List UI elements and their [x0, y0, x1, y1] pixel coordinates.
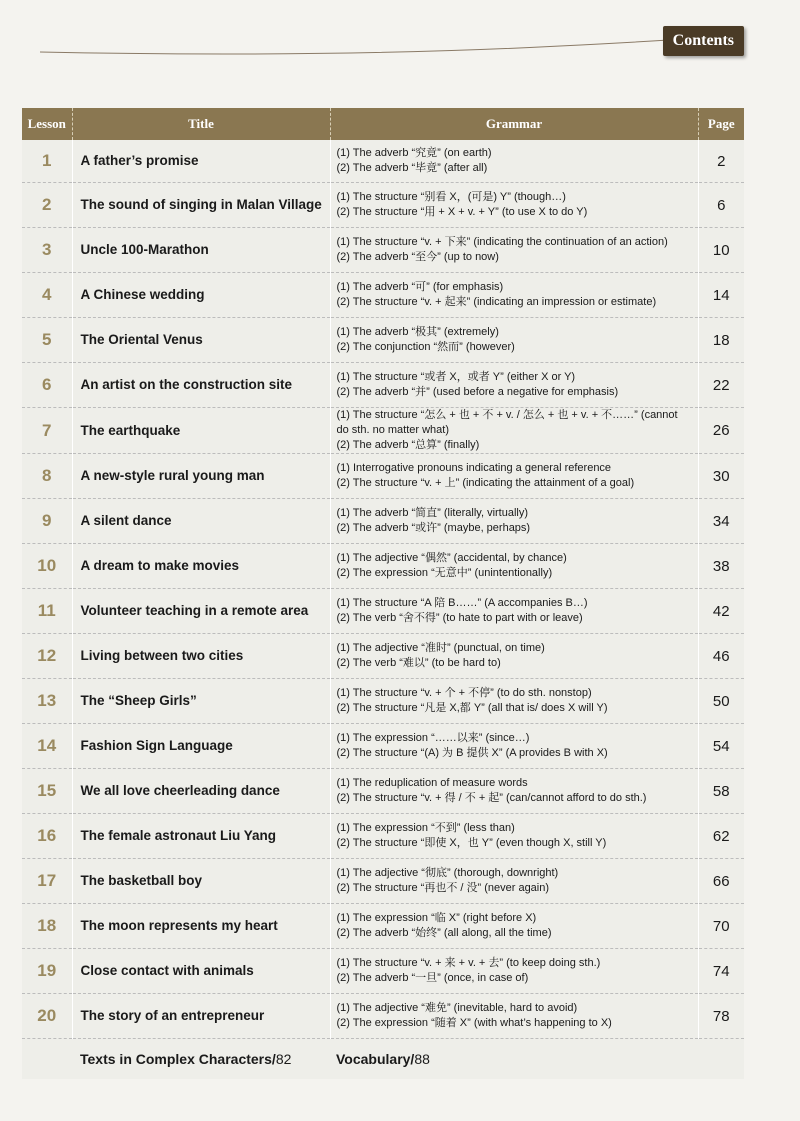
header-lesson: Lesson [22, 108, 72, 140]
lesson-title: The moon represents my heart [72, 904, 330, 949]
grammar-point: (1) The adjective “难免” (inevitable, hard to avoid) [336, 1002, 578, 1014]
lesson-grammar [330, 408, 698, 454]
lesson-title: A new-style rural young man [72, 454, 330, 499]
lesson-title: The basketball boy [72, 859, 330, 904]
lesson-grammar [330, 454, 698, 499]
lesson-page: 74 [698, 949, 744, 994]
grammar-point: (1) The adverb “究竟” (on earth) [336, 147, 492, 159]
grammar-point: (2) The structure “再也不 / 没” (never again) [336, 882, 550, 894]
lesson-page: 58 [698, 769, 744, 814]
lesson-grammar [330, 994, 698, 1039]
lesson-grammar [330, 724, 698, 769]
lesson-page: 34 [698, 499, 744, 544]
lesson-title: An artist on the construction site [72, 363, 330, 408]
lesson-number: 3 [22, 228, 72, 273]
lesson-number: 18 [22, 904, 72, 949]
table-footer-row [22, 1039, 744, 1080]
lesson-grammar [330, 363, 698, 408]
grammar-point: (1) The adverb “极其” (extremely) [336, 326, 499, 338]
lesson-page: 26 [698, 408, 744, 454]
grammar-point: (1) The structure “A 陪 B……” (A accompanies B…) [336, 597, 588, 609]
table-row[interactable] [22, 499, 744, 544]
lesson-page: 14 [698, 273, 744, 318]
grammar-point: (2) The adverb “毕竟” (after all) [336, 162, 488, 174]
lesson-number: 13 [22, 679, 72, 724]
header-title: Title [72, 108, 330, 140]
lesson-grammar [330, 769, 698, 814]
grammar-point: (1) The expression “不到” (less than) [336, 822, 515, 834]
lesson-grammar [330, 183, 698, 228]
grammar-point: (2) The structure “v. + 上” (indicating the attainment of a goal) [336, 477, 635, 489]
table-row[interactable] [22, 949, 744, 994]
header-grammar: Grammar [330, 108, 698, 140]
table-row[interactable] [22, 679, 744, 724]
lesson-page: 38 [698, 544, 744, 589]
contents-tab [663, 26, 744, 56]
vocabulary-page: 88 [414, 1051, 430, 1067]
vocabulary-entry[interactable] [330, 1039, 744, 1080]
table-row[interactable] [22, 724, 744, 769]
table-row[interactable] [22, 994, 744, 1039]
table-header-row [22, 108, 744, 140]
lesson-title: The Oriental Venus [72, 318, 330, 363]
header-page: Page [698, 108, 744, 140]
lesson-grammar [330, 318, 698, 363]
lesson-number: 6 [22, 363, 72, 408]
table-row[interactable] [22, 454, 744, 499]
lesson-number: 9 [22, 499, 72, 544]
lesson-grammar [330, 140, 698, 183]
lesson-title: Volunteer teaching in a remote area [72, 589, 330, 634]
grammar-point: (1) The structure “别看 X，(可是) Y” (though…) [336, 191, 566, 203]
lesson-grammar [330, 273, 698, 318]
grammar-point: (1) The expression “……以来” (since…) [336, 732, 530, 744]
lesson-page: 62 [698, 814, 744, 859]
grammar-point: (1) The structure “v. + 来 + v. + 去” (to keep doing sth.) [336, 957, 601, 969]
lesson-number: 8 [22, 454, 72, 499]
grammar-point: (1) Interrogative pronouns indicating a general reference [336, 462, 612, 474]
vocabulary-label: Vocabulary/ [336, 1051, 415, 1067]
lesson-grammar [330, 499, 698, 544]
grammar-point: (2) The adverb “并” (used before a negative for emphasis) [336, 386, 619, 398]
lesson-page: 18 [698, 318, 744, 363]
table-row[interactable] [22, 318, 744, 363]
lesson-title: A dream to make movies [72, 544, 330, 589]
lesson-number: 14 [22, 724, 72, 769]
lesson-title: A Chinese wedding [72, 273, 330, 318]
grammar-point: (2) The structure “v. + 得 / 不 + 起” (can/cannot afford to do sth.) [336, 792, 647, 804]
lesson-number: 10 [22, 544, 72, 589]
grammar-point: (2) The structure “凡是 X,都 Y” (all that is/ does X will Y) [336, 702, 608, 714]
lesson-title: The sound of singing in Malan Village [72, 183, 330, 228]
grammar-point: (1) The structure “v. + 个 + 不停” (to do sth. nonstop) [336, 687, 592, 699]
grammar-point: (2) The adverb “总算” (finally) [336, 439, 480, 451]
lesson-page: 10 [698, 228, 744, 273]
lesson-page: 6 [698, 183, 744, 228]
complex-characters-label: Texts in Complex Characters/ [80, 1051, 276, 1067]
lesson-number: 5 [22, 318, 72, 363]
grammar-point: (2) The adverb “至今” (up to now) [336, 251, 499, 263]
lesson-page: 66 [698, 859, 744, 904]
lesson-number: 16 [22, 814, 72, 859]
lesson-page: 70 [698, 904, 744, 949]
lesson-page: 2 [698, 140, 744, 183]
lesson-page: 46 [698, 634, 744, 679]
lesson-title: Uncle 100-Marathon [72, 228, 330, 273]
grammar-point: (1) The structure “怎么 + 也 + 不 + v. / 怎么 + 也 + v. + 不……” (cannot do sth. no matter what) [336, 409, 678, 436]
lesson-title: The female astronaut Liu Yang [72, 814, 330, 859]
lesson-number: 2 [22, 183, 72, 228]
lesson-title: We all love cheerleading dance [72, 769, 330, 814]
grammar-point: (1) The adjective “彻底” (thorough, downright) [336, 867, 559, 879]
lesson-title: Fashion Sign Language [72, 724, 330, 769]
lesson-title: The “Sheep Girls” [72, 679, 330, 724]
lesson-page: 22 [698, 363, 744, 408]
lesson-page: 42 [698, 589, 744, 634]
lesson-title: Close contact with animals [72, 949, 330, 994]
grammar-point: (1) The adverb “可” (for emphasis) [336, 281, 504, 293]
table-row[interactable] [22, 363, 744, 408]
lesson-title: Living between two cities [72, 634, 330, 679]
lesson-grammar [330, 904, 698, 949]
lesson-grammar [330, 814, 698, 859]
grammar-point: (2) The adverb “一旦” (once, in case of) [336, 972, 529, 984]
lesson-number: 7 [22, 408, 72, 454]
grammar-point: (2) The structure “用 + X + v. + Y” (to use X to do Y) [336, 206, 588, 218]
lesson-grammar [330, 634, 698, 679]
grammar-point: (2) The structure “即使 X，也 Y” (even though X, still Y) [336, 837, 607, 849]
lesson-title: A father’s promise [72, 140, 330, 183]
contents-label: Contents [672, 32, 734, 49]
grammar-point: (2) The verb “舍不得” (to hate to part with or leave) [336, 612, 583, 624]
table-row[interactable] [22, 634, 744, 679]
grammar-point: (2) The adverb “或许” (maybe, perhaps) [336, 522, 531, 534]
lesson-number: 1 [22, 140, 72, 183]
grammar-point: (1) The structure “或者 X，或者 Y” (either X or Y) [336, 371, 576, 383]
grammar-point: (1) The adjective “准时” (punctual, on time) [336, 642, 545, 654]
table-row[interactable] [22, 408, 744, 454]
table-row[interactable] [22, 769, 744, 814]
table-row[interactable] [22, 544, 744, 589]
table-row[interactable] [22, 904, 744, 949]
lesson-number: 11 [22, 589, 72, 634]
grammar-point: (2) The conjunction “然而” (however) [336, 341, 515, 353]
grammar-point: (2) The expression “随着 X” (with what’s happening to X) [336, 1017, 612, 1029]
lesson-page: 50 [698, 679, 744, 724]
table-row[interactable] [22, 859, 744, 904]
lesson-title: The earthquake [72, 408, 330, 454]
lesson-grammar [330, 679, 698, 724]
table-row[interactable] [22, 140, 744, 183]
lesson-number: 15 [22, 769, 72, 814]
grammar-point: (2) The structure “(A) 为 B 提供 X” (A provides B with X) [336, 747, 608, 759]
contents-table [22, 108, 744, 1079]
table-row[interactable] [22, 814, 744, 859]
lesson-number: 4 [22, 273, 72, 318]
lesson-grammar [330, 228, 698, 273]
lesson-number: 19 [22, 949, 72, 994]
table-row[interactable] [22, 589, 744, 634]
complex-characters-page: 82 [275, 1051, 292, 1067]
lesson-number: 20 [22, 994, 72, 1039]
grammar-point: (1) The adverb “简直” (literally, virtually) [336, 507, 529, 519]
lesson-grammar [330, 589, 698, 634]
table-row[interactable] [22, 228, 744, 273]
grammar-point: (2) The adverb “始终” (all along, all the time) [336, 927, 552, 939]
lesson-grammar [330, 544, 698, 589]
lesson-number: 12 [22, 634, 72, 679]
grammar-point: (2) The expression “无意中” (unintentionally) [336, 567, 553, 579]
grammar-point: (1) The adjective “偶然” (accidental, by chance) [336, 552, 567, 564]
table-row[interactable] [22, 273, 744, 318]
grammar-point: (2) The verb “难以” (to be hard to) [336, 657, 501, 669]
lesson-page: 54 [698, 724, 744, 769]
lesson-page: 78 [698, 994, 744, 1039]
grammar-point: (1) The expression “临 X” (right before X) [336, 912, 537, 924]
lesson-title: The story of an entrepreneur [72, 994, 330, 1039]
table-row[interactable] [22, 183, 744, 228]
lesson-page: 30 [698, 454, 744, 499]
lesson-number: 17 [22, 859, 72, 904]
complex-characters-entry[interactable] [22, 1039, 330, 1080]
grammar-point: (2) The structure “v. + 起来” (indicating an impression or estimate) [336, 296, 657, 308]
lesson-title: A silent dance [72, 499, 330, 544]
lesson-grammar [330, 949, 698, 994]
lessons-body [22, 140, 744, 1079]
grammar-point: (1) The reduplication of measure words [336, 777, 528, 789]
lesson-grammar [330, 859, 698, 904]
grammar-point: (1) The structure “v. + 下来” (indicating the continuation of an action) [336, 236, 668, 248]
